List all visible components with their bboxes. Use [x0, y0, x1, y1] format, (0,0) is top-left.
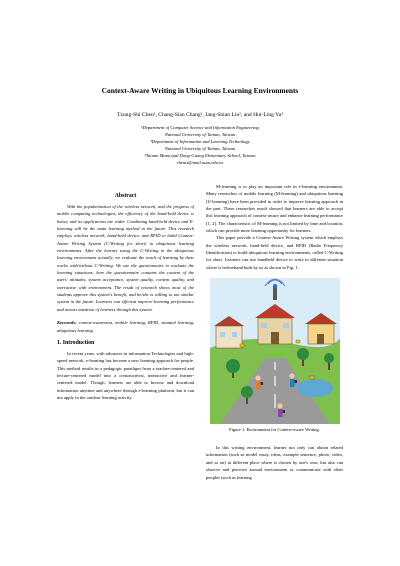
figure-caption: Figure 1. Environment for Context-aware Writing.: [229, 427, 320, 433]
environment-illustration: [210, 278, 340, 424]
affiliation-line: ²Department of Information and Learning Technology: [150, 139, 250, 145]
keywords-label: Keywords:: [57, 320, 77, 326]
author-email: chents@mail.nutn.edu.tw: [176, 160, 224, 166]
keywords: [57, 319, 194, 334]
affiliation-line: National University of Tainan, Taiwan: [164, 132, 236, 138]
pond: [297, 379, 333, 397]
body-paragraph: In this writing environment, learner not only can obtain related information (such as model essay, ideas, example sentence, photo, video, and so on) in different place where is chosen by one's own, but also can observe and perceive around environment or communicate with other peoples (such as learning: [206, 445, 343, 480]
section-heading-introduction: 1. Introduction: [57, 339, 95, 346]
intro-paragraph: In recent years, with advances in information Technologies and high-speed network, e-learning has become a new learning approach for people. This method results in a pedagogic paradigm from a teacher-centered and lecture-centered model into a constructivist, interactive and learner-centered model. Though, learners are able to browse and download information anytime and anywhere through e-learning platform, but it can not apply in the outdoor learning activity.: [57, 350, 194, 400]
abstract-text: With the popularization of the wireless network, and the progress of mobile computing technologies, the efficiency of the hand-held device is better, and its applications are wider. Combining hand-held device and E-learning will be the main learning method in the future. This research employs wireless network, hand-held device, and RFID to build Context-Aware Writing System (C-Writing for short) in ubiquitous learning environments. After the learner using the C-Writing in the ubiquitous learning environment actually, we evaluate the result of learning by their works with/without C-Writing. We use the questionnaire to evaluate the learning situations; here the questionnaire contains the content of the users' attitudes, system acceptance, system quality, content quality, and interactive with environment. The result of research shows most of the students approve this system's benefit, and he/she is willing to use similar system in the future. Learners can efficient improve learning performance and attract attention of learners through this system.: [57, 204, 194, 312]
affiliation-line: National University of Tainan, Taiwan: [164, 146, 236, 152]
right-column: [206, 183, 343, 481]
figure-environment-illustration: [210, 278, 340, 424]
keywords-text: context-awareness, mobile learning, RFID, situated learning, ubiquitous learning.: [57, 320, 194, 333]
paper-title: Context-Aware Writing in Ubiquitous Learning Environments: [101, 86, 299, 95]
body-paragraph: M-learning is to play an important role in e-learning environment. Many researches of mobile learning (M-learning) and ubiquitous learning (U-learning) have been provided in order to improve learning approach in the past. These researches result showed that learners are able to accept this learning approach of context-aware and enhance learning performance [1, 2]. The characteristic of M-learning is not limited by time and location, which can provide more learning opportunity for learners.: [206, 184, 343, 234]
abstract-heading: Abstract: [114, 193, 137, 199]
left-column: [57, 192, 194, 401]
author-list: Tzung-Shi Chen¹, Chang-Sian Chang², Jang-Shian Lin², and Hui-Ling Yu³: [116, 112, 284, 118]
affiliation-line: ¹Department of Computer Science and Information Engineering: [141, 125, 259, 130]
body-paragraph: This paper provide a Context-Aware Writing system which employs the wireless network, hand-held device, and RFID (Radio Frequency Identification) to build ubiquitous learning environments, called C-Writing for short. Learners can use handheld device to write in different situation where is beforehand built by us as shown in Fig. 1.: [206, 235, 343, 270]
affiliation-line: ³Tainan Municipal Dong-Guang Elementary School, Taiwan: [144, 153, 256, 159]
affiliations: [0, 124, 400, 167]
